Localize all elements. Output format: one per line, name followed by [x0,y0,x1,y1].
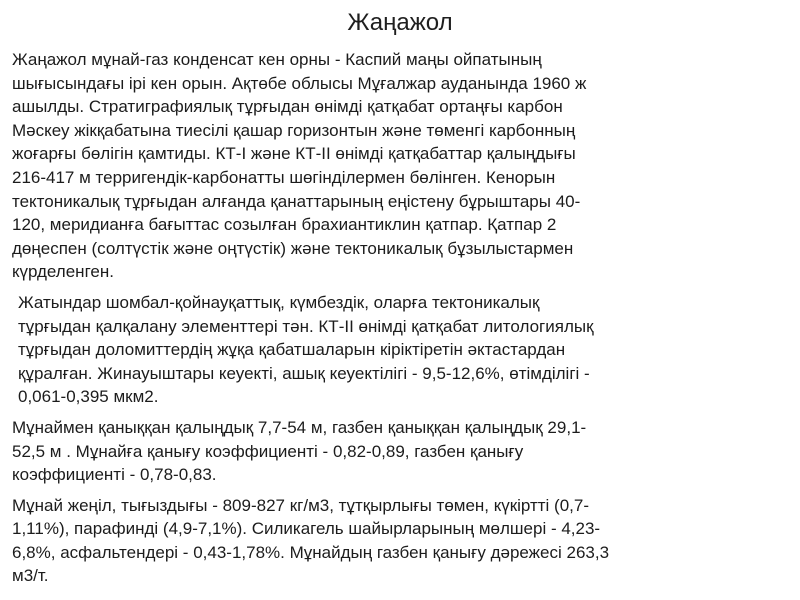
text-line: күрделенген. [12,262,114,282]
text-line: коэффициенті - 0,78-0,83. [12,465,217,485]
text-line: Мәскеу жікқабатына тиесілі қашар горизонтын және төменгі карбонның [12,120,576,140]
text-line: Жаңажол мұнай-газ конденсат кен орны - Каспий маңы ойпатының [12,50,542,69]
text-line: тұрғыдан доломиттердің жұқа қабатшаларын кіріктіретін әктастардан [18,340,566,360]
slide-title: Жаңажол [347,9,453,36]
text-line: 1,11%), парафинді (4,9-7,1%). Силикагель шайырларының мөлшері - 4,23- [12,519,601,539]
paragraph-3 [12,416,788,487]
text-line: 6,8%, асфальтендері - 0,43-1,78%. Мұнайдың газбен қанығу дәрежесі 263,3 [12,542,610,562]
paragraph-4 [12,494,788,588]
text-line: ашылды. Стратиграфиялық тұрғыдан өнімді қатқабат ортаңғы карбон [12,97,563,117]
text-line: шығысындағы ірі кен орын. Ақтөбе облысы Мұғалжар ауданында 1960 ж [12,73,587,93]
text-line: тұрғыдан қалқалану элементтері тән. КТ-ІІ өнімді қатқабат литологиялық [18,316,594,336]
text-line: 216-417 м терригендік-карбонатты шөгінділермен бөлінген. Кенорын [12,167,556,187]
paragraph-2 [12,291,788,409]
text-line: тектоникалық тұрғыдан алғанда қанаттарының еңістену бұрыштары 40- [12,191,581,211]
text-line: м3/т. [12,566,49,586]
text-line: құралған. Жинауыштары кеуекті, ашық кеуектілігі - 9,5-12,6%, өтімділігі - [18,363,590,383]
text-line: жоғарғы бөлігін қамтиды. КТ-І және КТ-ІІ өнімді қатқабаттар қалыңдығы [12,144,576,164]
text-line: Мұнаймен қаныққан қалыңдық 7,7-54 м, газбен қаныққан қалыңдық 29,1- [12,417,587,437]
slide-body [12,48,788,595]
text-line: 0,061-0,395 мкм2. [18,387,159,407]
text-line: 120, меридианға бағыттас созылған брахиантиклин қатпар. Қатпар 2 [12,215,557,235]
text-line: 52,5 м . Мұнайға қанығу коэффициенті - 0,82-0,89, газбен қанығу [12,441,524,461]
paragraph-1 [12,48,788,284]
text-line: дөңеспен (солтүстік және оңтүстік) және тектоникалық бұзылыстармен [12,238,574,258]
text-line: Мұнай жеңіл, тығыздығы - 809-827 кг/м3, тұтқырлығы төмен, күкіртті (0,7- [12,495,590,515]
text-line: Жатындар шомбал-қойнауқаттық, күмбездік, оларға тектоникалық [18,292,540,312]
